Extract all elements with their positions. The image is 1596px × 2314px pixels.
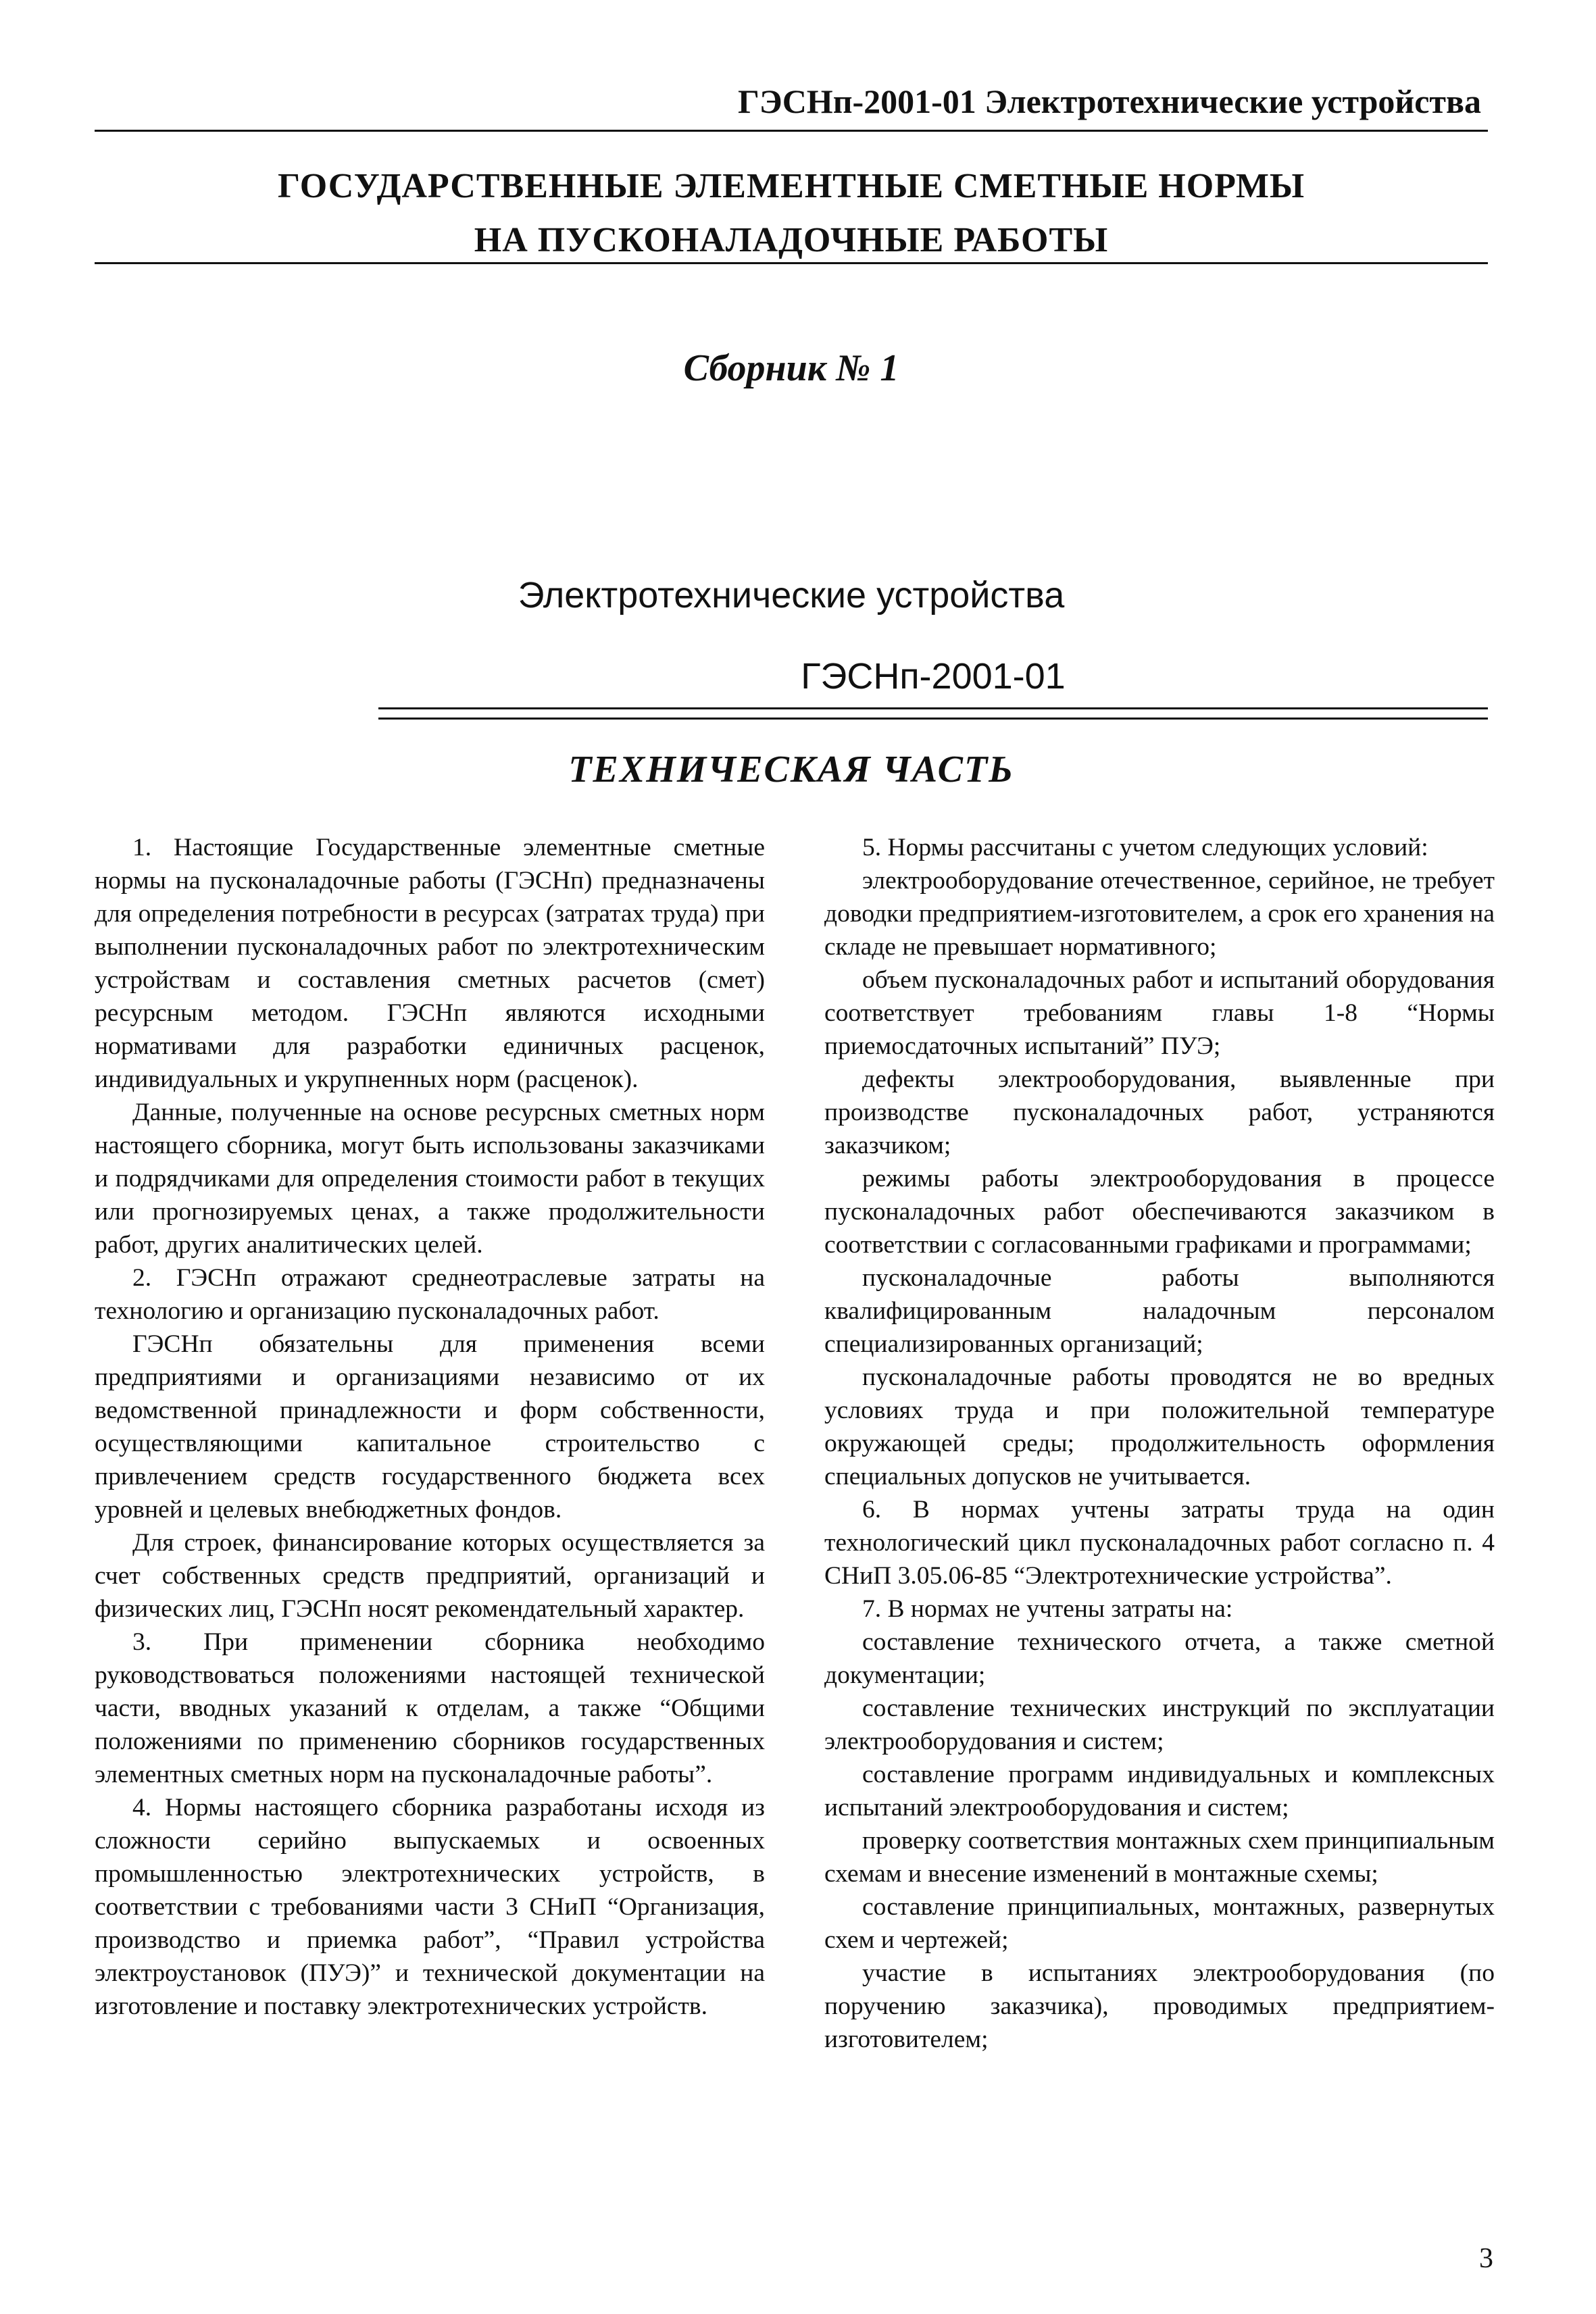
paragraph: пусконаладочные работы проводятся не во вредных условиях труда и при положительной температуре окружающей среды; продолжительность оформления специальных допусков не учитывается. bbox=[824, 1363, 1495, 1490]
paragraph: объем пусконаладочных работ и испытаний оборудования соответствует требованиям главы 1-8 “Нормы приемосдаточных испытаний” ПУЭ; bbox=[824, 966, 1495, 1060]
running-header: ГЭСНп-2001-01 Электротехнические устройства bbox=[737, 82, 1481, 120]
paragraph: составление технических инструкций по эксплуатации электрооборудования и систем; bbox=[824, 1694, 1495, 1755]
paragraph: режимы работы электрооборудования в процессе пусконаладочных работ обеспечиваются заказчиком в соответствии с согласованными графиками и программами; bbox=[824, 1165, 1495, 1259]
title-rule bbox=[95, 262, 1488, 264]
paragraph: ГЭСНп обязательны для применения всеми предприятиями и организациями независимо от их ведомственной принадлежности и форм собственности, осуществляющими капитальное строительство с привлечением средств государственного бюджета всех уровней и целевых внебюджетных фондов. bbox=[95, 1330, 765, 1524]
paragraph: 1. Настоящие Государственные элементные сметные нормы на пусконаладочные работы (ГЭСНп) предназначены для определения потребности в ресурсах (затратах труда) при выполнении пусконаладочных работ по электротехническим устройствам и составления сметных расчетов (смет) ресурсным методом. ГЭСНп являются исходными нормативами для разработки единичных расценок, индивидуальных и укрупненных норм (расценок). bbox=[95, 834, 765, 1093]
paragraph: составление технического отчета, а также сметной документации; bbox=[824, 1628, 1495, 1689]
section-title: ТЕХНИЧЕСКАЯ ЧАСТЬ bbox=[568, 749, 1014, 790]
main-title bbox=[95, 159, 1488, 268]
collection-number: Сборник № 1 bbox=[683, 347, 899, 389]
right-column bbox=[824, 831, 1495, 2056]
code-rule-upper bbox=[378, 707, 1488, 709]
paragraph: дефекты электрооборудования, выявленные при производстве пусконаладочных работ, устраняются заказчиком; bbox=[824, 1065, 1495, 1159]
paragraph: Данные, полученные на основе ресурсных сметных норм настоящего сборника, могут быть использованы заказчиками и подрядчиками для определения стоимости работ в текущих или прогнозируемых ценах, а также продолжительности работ, других аналитических целей. bbox=[95, 1099, 765, 1259]
paragraph: электрооборудование отечественное, серийное, не требует доводки предприятием-изготовителем, а срок его хранения на складе не превышает нормативного; bbox=[824, 867, 1495, 961]
paragraph: 2. ГЭСНп отражают среднеотраслевые затраты на технологию и организацию пусконаладочных работ. bbox=[95, 1264, 765, 1325]
main-title-line-2: НА ПУСКОНАЛАДОЧНЫЕ РАБОТЫ bbox=[474, 221, 1109, 259]
paragraph: проверку соответствия монтажных схем принципиальным схемам и внесение изменений в монтажные схемы; bbox=[824, 1827, 1495, 1888]
code-rule-lower bbox=[378, 718, 1488, 720]
paragraph: пусконаладочные работы выполняются квалифицированным наладочным персоналом специализированных организаций; bbox=[824, 1264, 1495, 1358]
page-number: 3 bbox=[1479, 2243, 1493, 2274]
document-code: ГЭСНп-2001-01 bbox=[801, 656, 1066, 697]
header-rule bbox=[95, 130, 1488, 132]
left-column bbox=[95, 831, 765, 2023]
paragraph: 5. Нормы рассчитаны с учетом следующих условий: bbox=[862, 834, 1428, 861]
subject-title: Электротехнические устройства bbox=[518, 575, 1065, 615]
paragraph: составление принципиальных, монтажных, развернутых схем и чертежей; bbox=[824, 1893, 1495, 1954]
paragraph: участие в испытаниях электрооборудования (по поручению заказчика), проводимых предприятием-изготовителем; bbox=[824, 1959, 1495, 2053]
paragraph: 6. В нормах учтены затраты труда на один технологический цикл пусконаладочных работ согласно п. 4 СНиП 3.05.06-85 “Электротехнические устройства”. bbox=[824, 1496, 1495, 1590]
paragraph: 3. При применении сборника необходимо руководствоваться положениями настоящей технической части, вводных указаний к отделам, а также “Общими положениями по применению сборников государственных элементных сметных норм на пусконаладочные работы”. bbox=[95, 1628, 765, 1788]
paragraph: 7. В нормах не учтены затраты на: bbox=[862, 1595, 1233, 1623]
paragraph: 4. Нормы настоящего сборника разработаны исходя из сложности серийно выпускаемых и освоенных промышленностью электротехнических устройств, в соответствии с требованиями части 3 СНиП “Организация, производство и приемка работ”, “Правил устройства электроустановок (ПУЭ)” и технической документации на изготовление и поставку электротехнических устройств. bbox=[95, 1794, 765, 2020]
main-title-line-1: ГОСУДАРСТВЕННЫЕ ЭЛЕМЕНТНЫЕ СМЕТНЫЕ НОРМЫ bbox=[277, 167, 1305, 205]
paragraph: составление программ индивидуальных и комплексных испытаний электрооборудования и систем; bbox=[824, 1761, 1495, 1821]
paragraph: Для строек, финансирование которых осуществляется за счет собственных средств предприятий, организаций и физических лиц, ГЭСНп носят рекомендательный характер. bbox=[95, 1529, 765, 1623]
